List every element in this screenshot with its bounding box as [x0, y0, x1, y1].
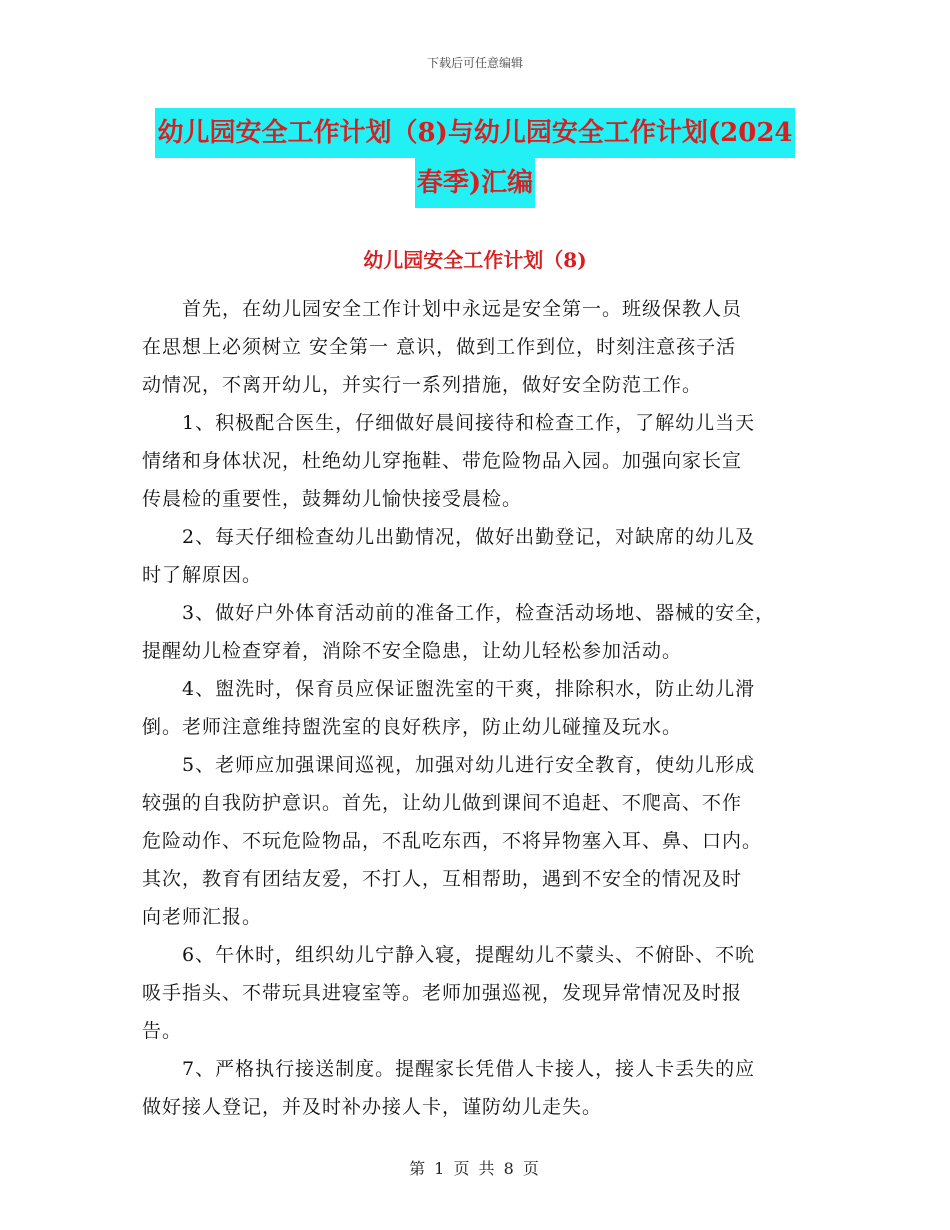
paragraph: [142, 746, 812, 936]
paragraph-line: 首先，在幼儿园安全工作计划中永远是安全第一。班级保教人员: [182, 298, 743, 320]
section-title: 幼儿园安全工作计划（8): [363, 248, 587, 272]
paragraph-line: 6、午休时，组织幼儿宁静入寝，提醒幼儿不蒙头、不俯卧、不吮: [182, 944, 756, 966]
paragraph-line: 告。: [142, 1020, 183, 1042]
title-line-2: 春季)汇编: [415, 158, 535, 208]
paragraph-line: 危险动作、不玩危险物品，不乱吃东西，不将异物塞入耳、鼻、口内。: [142, 830, 763, 852]
paragraph-line: 在思想上必须树立 安全第一 意识，做到工作到位，时刻注意孩子活: [142, 336, 737, 358]
paragraph-line: 1、积极配合医生，仔细做好晨间接待和检查工作，了解幼儿当天: [182, 412, 756, 434]
paragraph-line: 向老师汇报。: [142, 906, 263, 928]
paragraph-line: 较强的自我防护意识。首先，让幼儿做到课间不追赶、不爬高、不作: [142, 792, 743, 814]
document-body: [142, 290, 812, 1126]
paragraph: [142, 1050, 812, 1126]
paragraph-line: 做好接人登记，并及时补办接人卡，谨防幼儿走失。: [142, 1096, 603, 1118]
paragraph-line: 2、每天仔细检查幼儿出勤情况，做好出勤登记，对缺席的幼儿及: [182, 526, 756, 548]
paragraph: [142, 518, 812, 594]
header-note: 下载后可任意编辑: [426, 56, 523, 70]
paragraph-line: 倒。老师注意维持盥洗室的良好秩序，防止幼儿碰撞及玩水。: [142, 716, 683, 738]
paragraph-line: 传晨检的重要性，鼓舞幼儿愉快接受晨检。: [142, 488, 523, 510]
paragraph-line: 动情况，不离开幼儿，并实行一系列措施，做好安全防范工作。: [142, 374, 703, 396]
paragraph-line: 3、做好户外体育活动前的准备工作，检查活动场地、器械的安全，: [182, 602, 776, 624]
document-title: [0, 108, 950, 208]
paragraph: [142, 594, 812, 670]
paragraph: [142, 404, 812, 518]
paragraph-line: 提醒幼儿检查穿着，消除不安全隐患，让幼儿轻松参加活动。: [142, 640, 683, 662]
paragraph-line: 情绪和身体状况，杜绝幼儿穿拖鞋、带危险物品入园。加强向家长宣: [142, 450, 743, 472]
page-footer: 第 1 页 共 8 页: [409, 1159, 541, 1178]
paragraph-line: 7、严格执行接送制度。提醒家长凭借人卡接人，接人卡丢失的应: [182, 1058, 756, 1080]
title-line-1: 幼儿园安全工作计划（8)与幼儿园安全工作计划(2024: [155, 108, 794, 158]
paragraph-line: 其次，教育有团结友爱，不打人，互相帮助，遇到不安全的情况及时: [142, 868, 743, 890]
paragraph: [142, 936, 812, 1050]
paragraph-line: 时了解原因。: [142, 564, 263, 586]
paragraph: [142, 290, 812, 404]
paragraph-line: 吸手指头、不带玩具进寝室等。老师加强巡视，发现异常情况及时报: [142, 982, 743, 1004]
paragraph-line: 5、老师应加强课间巡视，加强对幼儿进行安全教育，使幼儿形成: [182, 754, 756, 776]
paragraph-line: 4、盥洗时，保育员应保证盥洗室的干爽，排除积水，防止幼儿滑: [182, 678, 756, 700]
paragraph: [142, 670, 812, 746]
